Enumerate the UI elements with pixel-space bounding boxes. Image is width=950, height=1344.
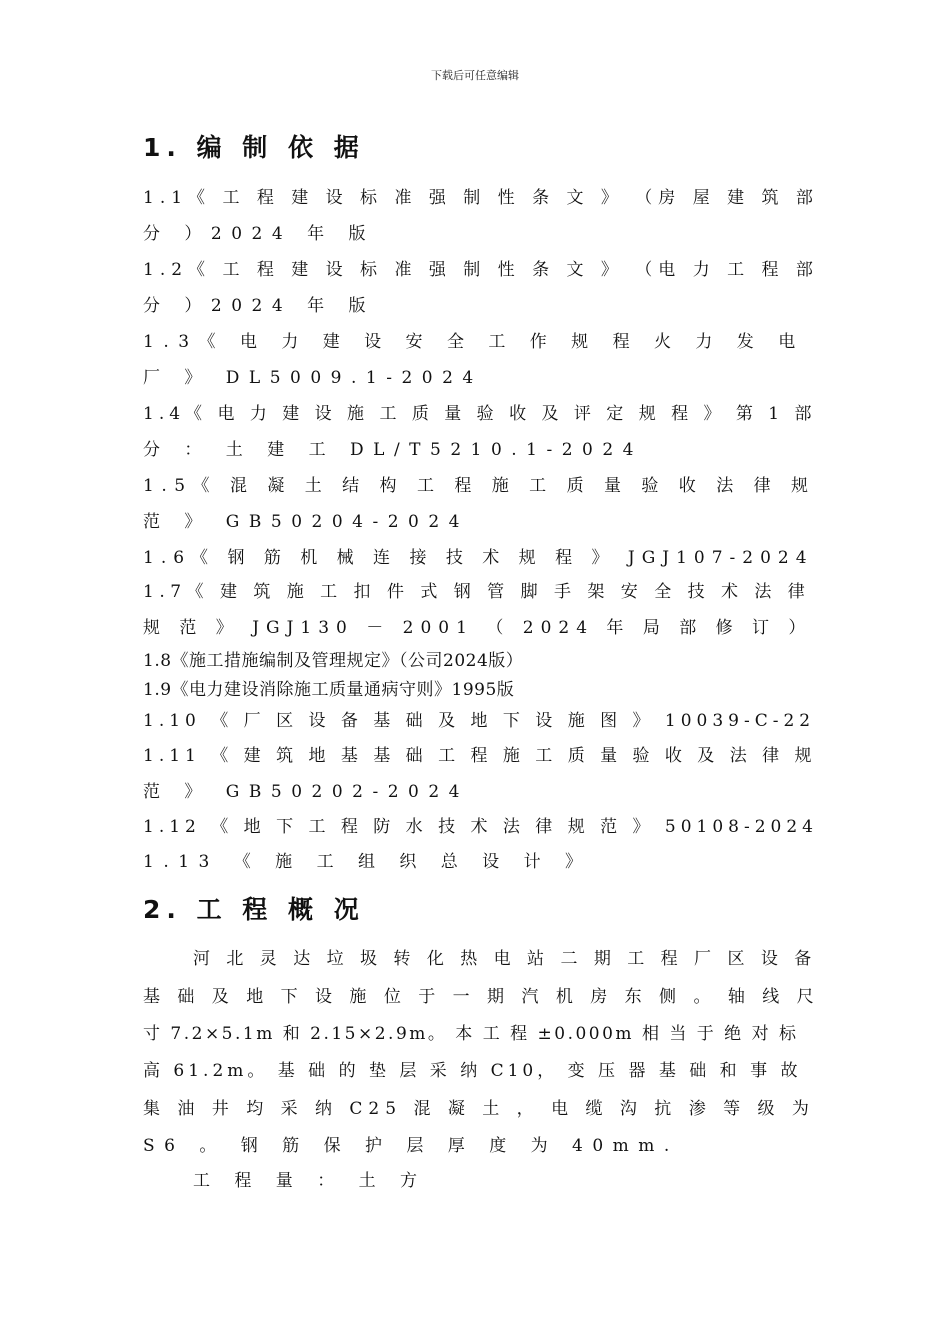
text-line: 河 北 灵 达 垃 圾 转 化 热 电 站 二 期 工 程 厂 区 设 备 [193,949,817,969]
text-line: 寸 7.2×5.1m 和 2.15×2.9m。 本 工 程 ±0.000m 相 当 于 绝 对 标 [143,1024,799,1044]
text-line: 分 ）2024 年 版 [143,296,375,316]
text-line: 1.3《 电 力 建 设 安 全 工 作 规 程 火 力 发 电 [143,332,805,352]
text-line: 1.5《 混 凝 土 结 构 工 程 施 工 质 量 验 收 法 律 规 [143,476,816,496]
text-line: 1.9《电力建设消除施工质量通病守则》1995版 [143,680,515,700]
text-line: 基 础 及 地 下 设 施 位 于 一 期 汽 机 房 东 侧 。 轴 线 尺 [143,987,820,1007]
text-line: 1.6《 钢 筋 机 械 连 接 技 术 规 程 》 JGJ107-2024 [143,548,814,568]
text-line: S6 。 钢 筋 保 护 层 厚 度 为 40mm. [143,1136,679,1156]
text-line: 工 程 量 ： 土 方 [193,1171,427,1191]
text-line: 集 油 井 均 采 纳 C25 混 凝 土 ， 电 缆 沟 抗 渗 等 级 为 [143,1099,815,1119]
text-line: 分 ： 土 建 工 DL/T5210.1-2024 [143,440,643,460]
text-line: 分 ）2024 年 版 [143,224,375,244]
text-line: 范 》 GB50204-2024 [143,512,469,532]
text-line: 范 》 GB50202-2024 [143,782,469,802]
text-line: 厂 》 DL5009.1-2024 [143,368,483,388]
page-header: 下载后可任意编辑 [431,69,519,82]
section-heading-2: 2. 工 程 概 况 [143,895,365,924]
text-line: 1.10 《 厂 区 设 备 基 础 及 地 下 设 施 图 》 10039-C-22 [143,711,816,731]
text-line: 高 61.2m。 基 础 的 垫 层 采 纳 C10， 变 压 器 基 础 和 事 故 [143,1061,802,1081]
text-line: 规 范 》 JGJ130 － 2001 （ 2024 年 局 部 修 订 ） [143,618,813,638]
text-line: 1.11 《 建 筑 地 基 基 础 工 程 施 工 质 量 验 收 及 法 律 规 [143,746,817,766]
section-heading-1: 1. 编 制 依 据 [143,133,365,162]
text-line: 1.8《施工措施编制及管理规定》（公司2024版） [143,651,524,671]
text-line: 1.4《 电 力 建 设 施 工 质 量 验 收 及 评 定 规 程 》 第 1 部 [143,404,817,424]
text-line: 1.2《 工 程 建 设 标 准 强 制 性 条 文 》 （电 力 工 程 部 [143,260,819,280]
text-line: 1.13 《 施 工 组 织 总 设 计 》 [143,852,592,872]
text-line: 1.12 《 地 下 工 程 防 水 技 术 法 律 规 范 》 50108-2024 [143,817,818,837]
text-line: 1.7《 建 筑 施 工 扣 件 式 钢 管 脚 手 架 安 全 技 术 法 律 [143,582,811,602]
text-line: 1.1《 工 程 建 设 标 准 强 制 性 条 文 》 （房 屋 建 筑 部 [143,188,819,208]
